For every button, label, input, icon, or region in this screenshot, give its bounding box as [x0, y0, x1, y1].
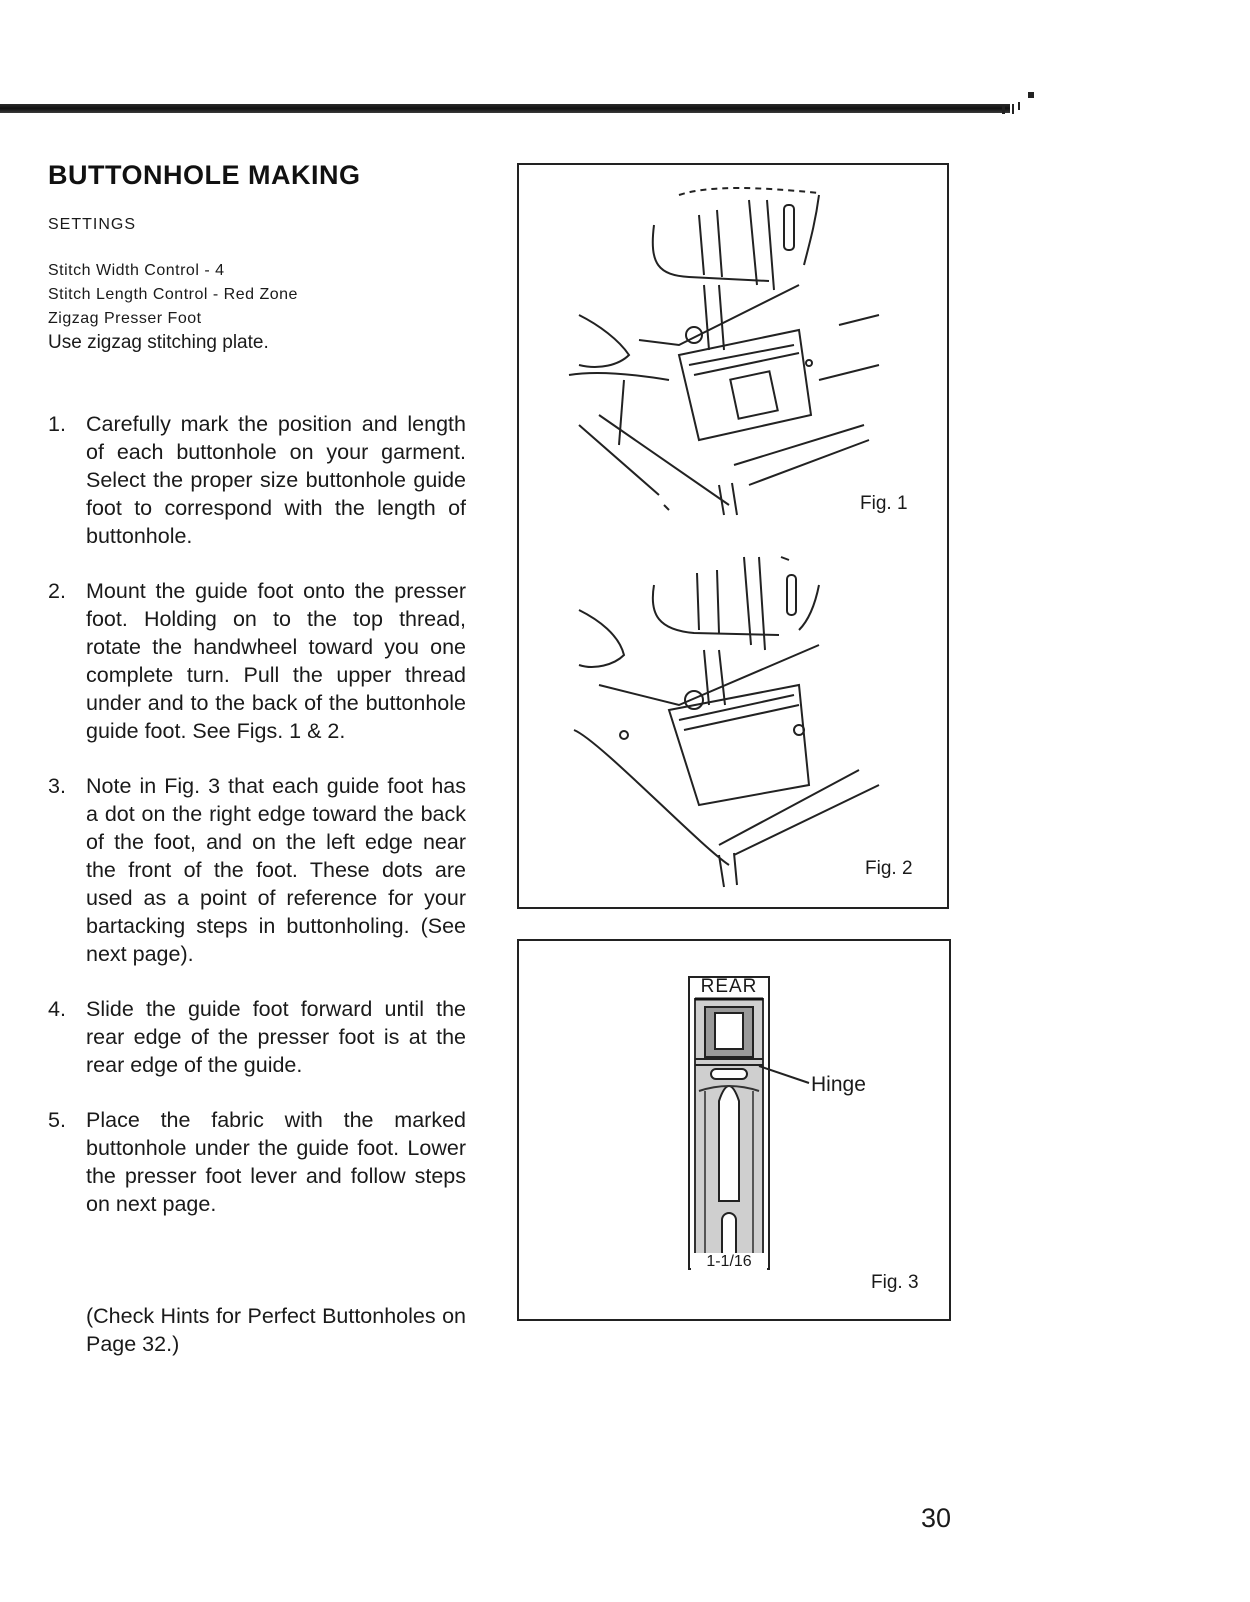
- step-text: Carefully mark the position and length of each buttonhole on your garment. Select the proper size buttonhole guide foot to correspond with the length of buttonhole.: [86, 412, 466, 548]
- step-number: 1.: [48, 412, 66, 436]
- header-rule: [0, 104, 1010, 113]
- steps-list: [48, 410, 466, 1218]
- step-item: [48, 577, 466, 745]
- step-number: 3.: [48, 774, 66, 798]
- setting-item: Stitch Length Control - Red Zone: [48, 286, 298, 303]
- settings-list: [48, 259, 298, 331]
- step-number: 5.: [48, 1108, 66, 1132]
- guide-foot-size-label: 1-1/16: [691, 1253, 767, 1271]
- step-item: [48, 995, 466, 1079]
- figure-box-3: [517, 939, 951, 1321]
- sewing-machine-illustration: [519, 165, 947, 907]
- figure-caption: Fig. 1: [860, 493, 908, 514]
- step-number: 2.: [48, 579, 66, 603]
- settings-heading: SETTINGS: [48, 216, 137, 233]
- step-text: Mount the guide foot onto the presser foot. Holding on to the top thread, rotate the handwheel toward you one complete turn. Pull the upper thread under and to the back of the buttonhole guide foot. See Figs. 1 & 2.: [86, 579, 466, 743]
- step-text: Slide the guide foot forward until the rear edge of the presser foot is at the rear edge of the guide.: [86, 997, 466, 1077]
- setting-item: Stitch Width Control - 4: [48, 262, 225, 279]
- figure-caption: Fig. 3: [871, 1272, 919, 1293]
- settings-note: Use zigzag stitching plate.: [48, 332, 269, 353]
- setting-item: Zigzag Presser Foot: [48, 310, 202, 327]
- figure-box-1-2: [517, 163, 949, 909]
- figure-caption: Fig. 2: [865, 858, 913, 879]
- guide-foot-rear-label: REAR: [700, 976, 758, 997]
- page-number: 30: [921, 1503, 952, 1533]
- page-title: BUTTONHOLE MAKING: [48, 160, 361, 190]
- step-text: Note in Fig. 3 that each guide foot has a dot on the right edge toward the back of the foot, and on the left edge near the front of the foot. These dots are used as a point of reference for your bartacking steps in buttonholing. (See next page).: [86, 774, 466, 966]
- step-text: Place the fabric with the marked buttonhole under the guide foot. Lower the presser foot lever and follow steps on next page.: [86, 1108, 466, 1216]
- step-item: [48, 410, 466, 550]
- hinge-label: Hinge: [811, 1073, 866, 1096]
- step-number: 4.: [48, 997, 66, 1021]
- header-rule-ornament: [1000, 90, 1040, 116]
- hint-note: (Check Hints for Perfect Buttonholes on Page 32.): [86, 1304, 466, 1356]
- step-item: [48, 772, 466, 968]
- step-item: [48, 1106, 466, 1218]
